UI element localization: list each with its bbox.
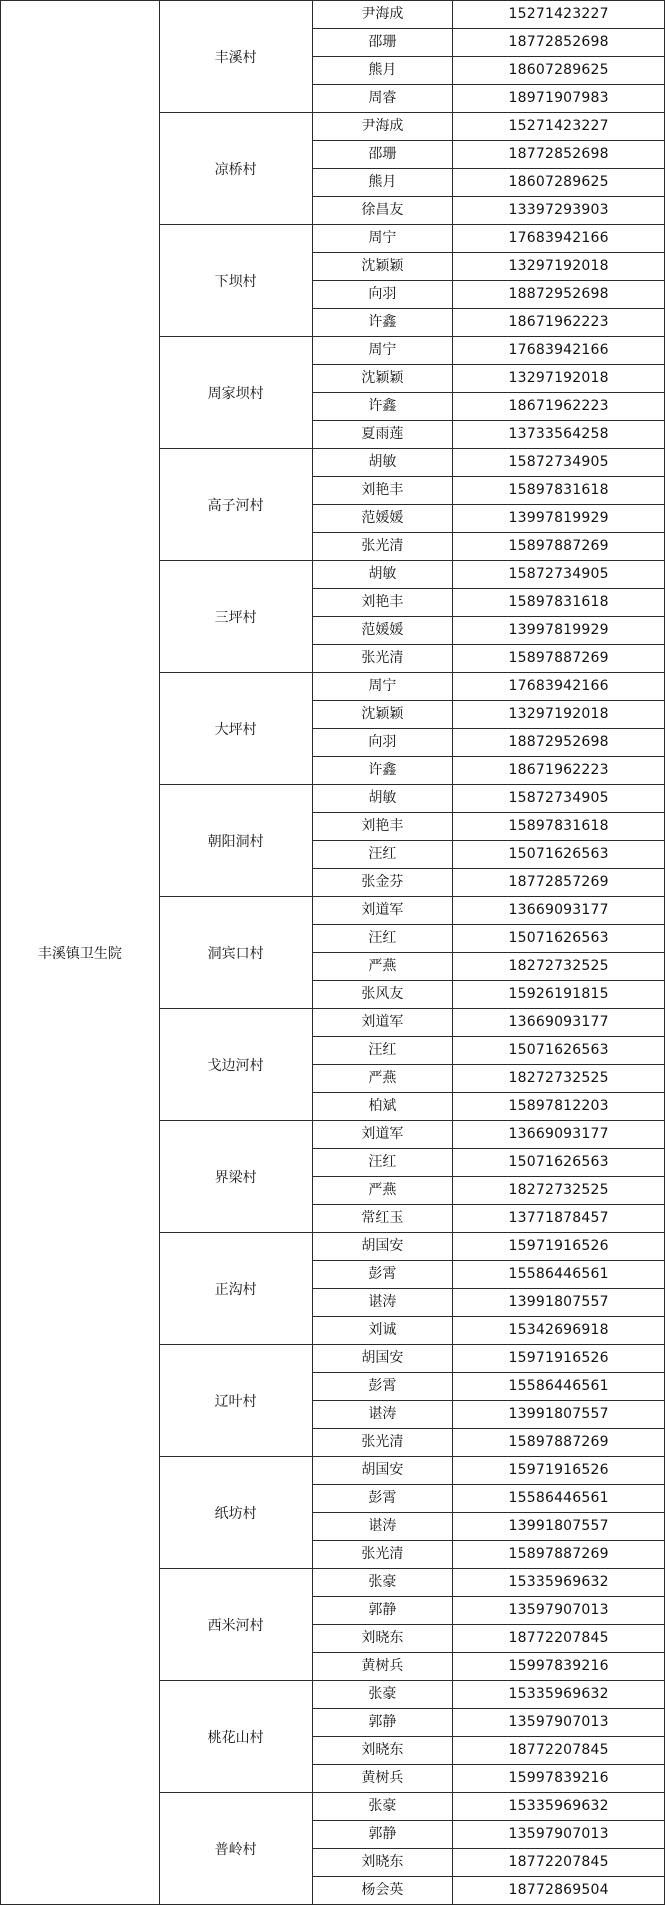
contact-name-cell: 沈颖颖 bbox=[312, 701, 453, 729]
contact-phone-cell: 18272732525 bbox=[453, 953, 665, 981]
contact-phone-cell: 18671962223 bbox=[453, 393, 665, 421]
contact-phone-cell: 15071626563 bbox=[453, 1037, 665, 1065]
village-name-cell: 桃花山村 bbox=[159, 1681, 312, 1793]
contact-name-cell: 刘晓东 bbox=[312, 1625, 453, 1653]
contact-phone-cell: 15997839216 bbox=[453, 1765, 665, 1793]
contact-name-cell: 汪红 bbox=[312, 925, 453, 953]
village-name-cell: 凉桥村 bbox=[159, 113, 312, 225]
contact-name-cell: 杨会英 bbox=[312, 1877, 453, 1905]
contact-phone-cell: 15872734905 bbox=[453, 449, 665, 477]
contact-name-cell: 郭静 bbox=[312, 1821, 453, 1849]
contact-name-cell: 周宁 bbox=[312, 225, 453, 253]
contact-phone-cell: 15971916526 bbox=[453, 1457, 665, 1485]
contact-name-cell: 刘晓东 bbox=[312, 1849, 453, 1877]
contact-name-cell: 周宁 bbox=[312, 337, 453, 365]
contact-phone-cell: 15271423227 bbox=[453, 113, 665, 141]
contact-name-cell: 汪红 bbox=[312, 841, 453, 869]
contact-name-cell: 许鑫 bbox=[312, 309, 453, 337]
contact-name-cell: 严燕 bbox=[312, 953, 453, 981]
contact-phone-cell: 15872734905 bbox=[453, 785, 665, 813]
contact-name-cell: 熊月 bbox=[312, 57, 453, 85]
contact-phone-cell: 15271423227 bbox=[453, 1, 665, 29]
contact-name-cell: 胡敏 bbox=[312, 785, 453, 813]
contact-phone-cell: 18772207845 bbox=[453, 1737, 665, 1765]
contact-phone-cell: 15586446561 bbox=[453, 1373, 665, 1401]
contact-phone-cell: 13771878457 bbox=[453, 1205, 665, 1233]
contact-name-cell: 张风友 bbox=[312, 981, 453, 1009]
contact-name-cell: 夏雨莲 bbox=[312, 421, 453, 449]
contact-phone-cell: 18872952698 bbox=[453, 281, 665, 309]
contact-name-cell: 邵珊 bbox=[312, 29, 453, 57]
contact-name-cell: 胡敏 bbox=[312, 449, 453, 477]
contact-phone-cell: 13597907013 bbox=[453, 1597, 665, 1625]
contact-phone-cell: 15872734905 bbox=[453, 561, 665, 589]
contact-name-cell: 张金芬 bbox=[312, 869, 453, 897]
contact-phone-cell: 17683942166 bbox=[453, 225, 665, 253]
contact-phone-cell: 13597907013 bbox=[453, 1709, 665, 1737]
village-name-cell: 界梁村 bbox=[159, 1121, 312, 1233]
contact-name-cell: 向羽 bbox=[312, 729, 453, 757]
village-name-cell: 三坪村 bbox=[159, 561, 312, 673]
contact-phone-cell: 15897831618 bbox=[453, 589, 665, 617]
contact-phone-cell: 15897887269 bbox=[453, 1541, 665, 1569]
contact-phone-cell: 15335969632 bbox=[453, 1681, 665, 1709]
contact-phone-cell: 13997819929 bbox=[453, 617, 665, 645]
contact-phone-cell: 15897887269 bbox=[453, 533, 665, 561]
contact-name-cell: 严燕 bbox=[312, 1065, 453, 1093]
village-name-cell: 戈边河村 bbox=[159, 1009, 312, 1121]
contact-name-cell: 刘艳丰 bbox=[312, 589, 453, 617]
contact-phone-cell: 15586446561 bbox=[453, 1261, 665, 1289]
contact-phone-cell: 18772852698 bbox=[453, 141, 665, 169]
village-name-cell: 纸坊村 bbox=[159, 1457, 312, 1569]
contact-name-cell: 汪红 bbox=[312, 1149, 453, 1177]
contact-name-cell: 张光清 bbox=[312, 1429, 453, 1457]
contact-name-cell: 许鑫 bbox=[312, 757, 453, 785]
contact-name-cell: 尹海成 bbox=[312, 1, 453, 29]
contact-phone-cell: 18772869504 bbox=[453, 1877, 665, 1905]
contact-phone-cell: 13297192018 bbox=[453, 365, 665, 393]
contact-phone-cell: 15997839216 bbox=[453, 1653, 665, 1681]
contact-name-cell: 刘晓东 bbox=[312, 1737, 453, 1765]
contact-phone-cell: 15897812203 bbox=[453, 1093, 665, 1121]
contact-name-cell: 彭霄 bbox=[312, 1485, 453, 1513]
village-name-cell: 洞宾口村 bbox=[159, 897, 312, 1009]
contact-name-cell: 张光清 bbox=[312, 1541, 453, 1569]
village-name-cell: 高子河村 bbox=[159, 449, 312, 561]
contact-phone-cell: 15071626563 bbox=[453, 925, 665, 953]
contact-phone-cell: 15342696918 bbox=[453, 1317, 665, 1345]
contact-name-cell: 胡国安 bbox=[312, 1457, 453, 1485]
contact-name-cell: 刘诚 bbox=[312, 1317, 453, 1345]
contact-name-cell: 谌涛 bbox=[312, 1513, 453, 1541]
contact-name-cell: 胡国安 bbox=[312, 1233, 453, 1261]
village-name-cell: 下坝村 bbox=[159, 225, 312, 337]
contact-phone-cell: 18671962223 bbox=[453, 757, 665, 785]
village-name-cell: 大坪村 bbox=[159, 673, 312, 785]
contact-phone-cell: 18772857269 bbox=[453, 869, 665, 897]
contact-name-cell: 黄树兵 bbox=[312, 1653, 453, 1681]
contact-phone-cell: 18272732525 bbox=[453, 1065, 665, 1093]
contact-phone-cell: 18971907983 bbox=[453, 85, 665, 113]
contact-name-cell: 沈颖颖 bbox=[312, 365, 453, 393]
contact-name-cell: 徐昌友 bbox=[312, 197, 453, 225]
contact-phone-cell: 18772207845 bbox=[453, 1625, 665, 1653]
contact-name-cell: 刘艳丰 bbox=[312, 813, 453, 841]
contact-phone-cell: 15335969632 bbox=[453, 1793, 665, 1821]
contact-phone-cell: 15897887269 bbox=[453, 645, 665, 673]
contact-phone-cell: 13991807557 bbox=[453, 1401, 665, 1429]
contact-name-cell: 尹海成 bbox=[312, 113, 453, 141]
contact-phone-cell: 15586446561 bbox=[453, 1485, 665, 1513]
contact-phone-cell: 13669093177 bbox=[453, 1121, 665, 1149]
contact-phone-cell: 13597907013 bbox=[453, 1821, 665, 1849]
contact-name-cell: 张豪 bbox=[312, 1569, 453, 1597]
contact-phone-cell: 18772852698 bbox=[453, 29, 665, 57]
contact-name-cell: 张豪 bbox=[312, 1681, 453, 1709]
contact-table-body bbox=[1, 1, 665, 1905]
contact-name-cell: 郭静 bbox=[312, 1709, 453, 1737]
contact-name-cell: 周睿 bbox=[312, 85, 453, 113]
contact-name-cell: 彭霄 bbox=[312, 1261, 453, 1289]
contact-name-cell: 刘道军 bbox=[312, 1009, 453, 1037]
contact-name-cell: 刘道军 bbox=[312, 1121, 453, 1149]
contact-name-cell: 沈颖颖 bbox=[312, 253, 453, 281]
contact-phone-cell: 15897887269 bbox=[453, 1429, 665, 1457]
contact-phone-cell: 15971916526 bbox=[453, 1345, 665, 1373]
contact-name-cell: 谌涛 bbox=[312, 1289, 453, 1317]
village-name-cell: 西米河村 bbox=[159, 1569, 312, 1681]
contact-name-cell: 刘道军 bbox=[312, 897, 453, 925]
contact-name-cell: 刘艳丰 bbox=[312, 477, 453, 505]
contact-phone-cell: 13997819929 bbox=[453, 505, 665, 533]
village-name-cell: 周家坝村 bbox=[159, 337, 312, 449]
contact-phone-cell: 18671962223 bbox=[453, 309, 665, 337]
contact-phone-cell: 13297192018 bbox=[453, 253, 665, 281]
contact-phone-cell: 17683942166 bbox=[453, 673, 665, 701]
table-row bbox=[1, 1, 665, 29]
contact-phone-cell: 13669093177 bbox=[453, 1009, 665, 1037]
contact-phone-cell: 18772207845 bbox=[453, 1849, 665, 1877]
contact-name-cell: 范媛媛 bbox=[312, 617, 453, 645]
contact-phone-cell: 15971916526 bbox=[453, 1233, 665, 1261]
contact-name-cell: 范媛媛 bbox=[312, 505, 453, 533]
contact-name-cell: 常红玉 bbox=[312, 1205, 453, 1233]
contact-phone-cell: 18607289625 bbox=[453, 57, 665, 85]
contact-phone-cell: 13991807557 bbox=[453, 1289, 665, 1317]
contact-name-cell: 郭静 bbox=[312, 1597, 453, 1625]
contact-phone-cell: 17683942166 bbox=[453, 337, 665, 365]
contact-name-cell: 严燕 bbox=[312, 1177, 453, 1205]
contact-phone-cell: 13991807557 bbox=[453, 1513, 665, 1541]
contact-phone-cell: 13733564258 bbox=[453, 421, 665, 449]
contact-phone-cell: 18607289625 bbox=[453, 169, 665, 197]
contact-name-cell: 张豪 bbox=[312, 1793, 453, 1821]
contact-name-cell: 张光清 bbox=[312, 645, 453, 673]
contact-name-cell: 张光清 bbox=[312, 533, 453, 561]
contact-name-cell: 向羽 bbox=[312, 281, 453, 309]
contact-phone-cell: 13397293903 bbox=[453, 197, 665, 225]
contact-name-cell: 黄树兵 bbox=[312, 1765, 453, 1793]
contact-name-cell: 谌涛 bbox=[312, 1401, 453, 1429]
contact-name-cell: 周宁 bbox=[312, 673, 453, 701]
village-name-cell: 普岭村 bbox=[159, 1793, 312, 1905]
contact-name-cell: 胡国安 bbox=[312, 1345, 453, 1373]
contact-phone-cell: 15897831618 bbox=[453, 477, 665, 505]
contact-phone-cell: 18272732525 bbox=[453, 1177, 665, 1205]
contact-name-cell: 许鑫 bbox=[312, 393, 453, 421]
contact-name-cell: 汪红 bbox=[312, 1037, 453, 1065]
contact-phone-cell: 15926191815 bbox=[453, 981, 665, 1009]
contact-name-cell: 彭霄 bbox=[312, 1373, 453, 1401]
contact-phone-cell: 15071626563 bbox=[453, 841, 665, 869]
village-name-cell: 正沟村 bbox=[159, 1233, 312, 1345]
contact-name-cell: 胡敏 bbox=[312, 561, 453, 589]
village-name-cell: 丰溪村 bbox=[159, 1, 312, 113]
hospital-name-cell: 丰溪镇卫生院 bbox=[1, 1, 160, 1905]
contact-name-cell: 邵珊 bbox=[312, 141, 453, 169]
village-name-cell: 朝阳洞村 bbox=[159, 785, 312, 897]
contact-phone-cell: 15071626563 bbox=[453, 1149, 665, 1177]
contact-phone-cell: 15897831618 bbox=[453, 813, 665, 841]
contact-phone-cell: 15335969632 bbox=[453, 1569, 665, 1597]
contact-name-cell: 熊月 bbox=[312, 169, 453, 197]
contact-phone-cell: 13669093177 bbox=[453, 897, 665, 925]
contact-phone-cell: 18872952698 bbox=[453, 729, 665, 757]
contact-name-cell: 柏斌 bbox=[312, 1093, 453, 1121]
contact-phone-cell: 13297192018 bbox=[453, 701, 665, 729]
village-name-cell: 辽叶村 bbox=[159, 1345, 312, 1457]
